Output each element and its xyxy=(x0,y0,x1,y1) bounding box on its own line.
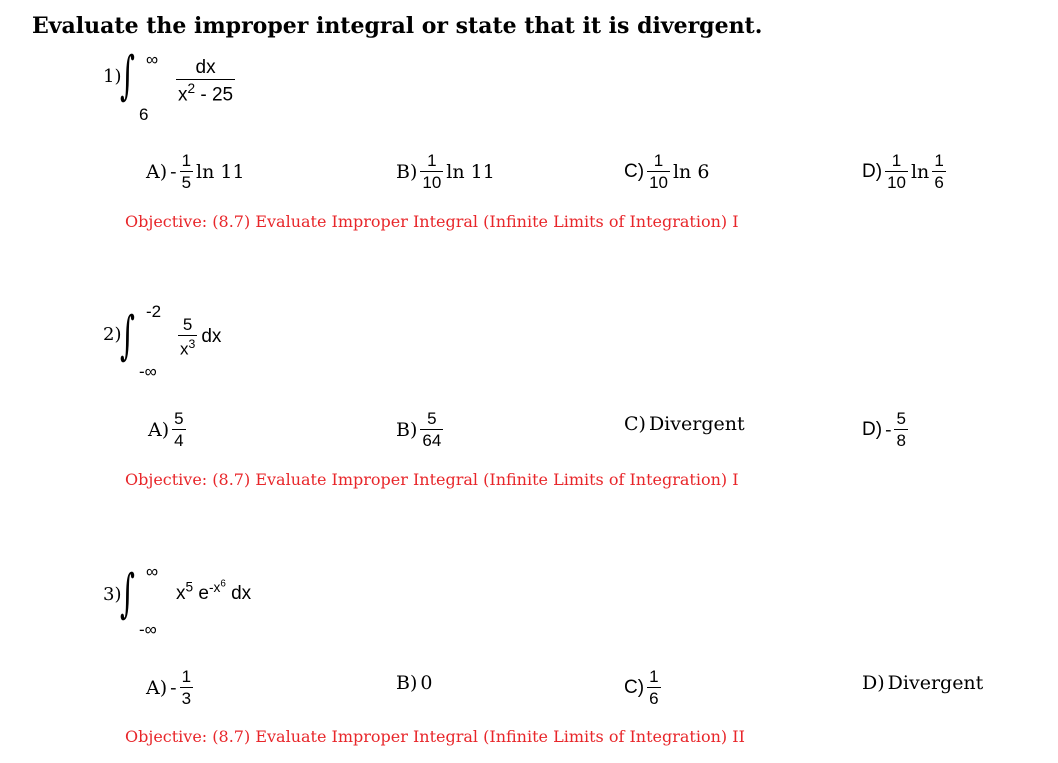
answer-numerator: 1 xyxy=(181,151,192,170)
answer-tail-numerator: 1 xyxy=(934,151,944,170)
answer-b xyxy=(396,152,495,191)
answer-letter: B) xyxy=(396,418,418,441)
integrand-denominator: $x^3$ xyxy=(180,337,196,359)
page-title: Evaluate the improper integral or state that it is divergent. xyxy=(32,13,763,39)
answer-numerator: 1 xyxy=(181,667,192,686)
integrand xyxy=(178,316,221,358)
answer-numerator: 5 xyxy=(174,409,184,428)
upper-limit: ∞ xyxy=(146,50,159,69)
answer-b xyxy=(396,410,443,449)
objective-line xyxy=(125,212,739,231)
integral-sign: ∫ xyxy=(120,564,135,624)
answer-tail: ln 11 xyxy=(196,160,245,183)
answer-c xyxy=(624,413,745,435)
objective-line xyxy=(125,727,745,746)
answer-denominator: 8 xyxy=(896,431,906,450)
lower-limit: -∞ xyxy=(139,362,157,381)
objective-line xyxy=(125,470,739,489)
answer-letter: C) xyxy=(624,160,645,182)
integrand-base-x: x xyxy=(176,582,186,604)
answer-numerator: 1 xyxy=(427,151,437,170)
answer-letter: A) xyxy=(146,676,168,699)
integrand-exponent: -x xyxy=(208,579,221,595)
answer-denominator: 6 xyxy=(649,689,659,708)
answer-denominator: 3 xyxy=(181,689,192,708)
answer-a xyxy=(146,152,245,191)
answer-sign: - xyxy=(885,418,892,441)
answer-letter: D) xyxy=(862,418,883,440)
answer-tail: ln xyxy=(910,160,930,183)
answer-tail: ln 11 xyxy=(446,160,495,183)
answer-d xyxy=(862,672,983,694)
lower-limit: -∞ xyxy=(139,620,157,639)
answer-denominator: 10 xyxy=(887,173,906,192)
integrand-numerator: 5 xyxy=(182,315,193,334)
answer-d xyxy=(862,152,946,191)
answer-tail-denominator: 6 xyxy=(934,173,944,192)
answer-sign: - xyxy=(170,160,177,183)
answer-letter: D) xyxy=(862,160,883,182)
answer-denominator: 5 xyxy=(181,173,192,192)
answer-d xyxy=(862,410,908,449)
answer-numerator: 1 xyxy=(649,667,659,686)
answer-letter: B) xyxy=(396,160,418,183)
objective-label: Objective: xyxy=(125,727,208,746)
answer-c xyxy=(624,668,661,707)
objective-text: (8.7) Evaluate Improper Integral (Infinite Limits of Integration) II xyxy=(212,727,745,746)
answer-letter: B) xyxy=(396,672,418,694)
answer-a xyxy=(148,410,186,449)
integrand xyxy=(176,578,251,605)
lower-limit: 6 xyxy=(139,105,149,124)
integrand-differential: dx xyxy=(201,325,222,347)
answer-text: 0 xyxy=(420,672,433,694)
upper-limit: ∞ xyxy=(146,562,159,581)
integrand-denominator: $x^2 - 25$ xyxy=(178,81,234,106)
answer-b xyxy=(396,672,432,694)
answer-denominator: 10 xyxy=(422,173,442,192)
answer-numerator: 1 xyxy=(891,151,902,170)
answer-denominator: 4 xyxy=(174,431,184,450)
answer-letter: A) xyxy=(146,160,168,183)
answer-denominator: 10 xyxy=(649,173,668,192)
objective-text: (8.7) Evaluate Improper Integral (Infinite Limits of Integration) I xyxy=(212,470,739,489)
answer-sign: - xyxy=(170,676,177,699)
answer-letter: C) xyxy=(624,676,645,698)
integral-sign: ∫ xyxy=(120,46,135,106)
answer-a xyxy=(146,668,193,707)
problem-number: 2) xyxy=(103,324,122,345)
problem-number: 3) xyxy=(103,584,122,605)
answer-letter: D) xyxy=(862,672,885,694)
answer-text: Divergent xyxy=(648,413,745,435)
objective-label: Objective: xyxy=(125,470,208,489)
integrand-differential: dx xyxy=(231,582,252,604)
upper-limit: -2 xyxy=(146,302,162,321)
integrand-exponent: 5 xyxy=(185,579,194,595)
answer-letter: A) xyxy=(148,418,170,441)
objective-text: (8.7) Evaluate Improper Integral (Infinite Limits of Integration) I xyxy=(212,212,739,231)
integrand-inner-exponent: 6 xyxy=(220,578,226,589)
answer-denominator: 64 xyxy=(422,431,442,450)
integrand xyxy=(176,58,235,104)
objective-label: Objective: xyxy=(125,212,208,231)
answer-letter: C) xyxy=(624,413,646,435)
problem-number: 1) xyxy=(103,66,122,87)
answer-tail: ln 6 xyxy=(672,160,710,183)
answer-c xyxy=(624,152,709,191)
integral-sign: ∫ xyxy=(120,306,135,366)
integrand-base-e: e xyxy=(198,582,209,604)
integrand-numerator: dx xyxy=(195,57,216,78)
answer-numerator: 5 xyxy=(896,409,906,428)
answer-text: Divergent xyxy=(887,672,984,694)
answer-numerator: 1 xyxy=(653,151,664,170)
answer-numerator: 5 xyxy=(427,409,437,428)
